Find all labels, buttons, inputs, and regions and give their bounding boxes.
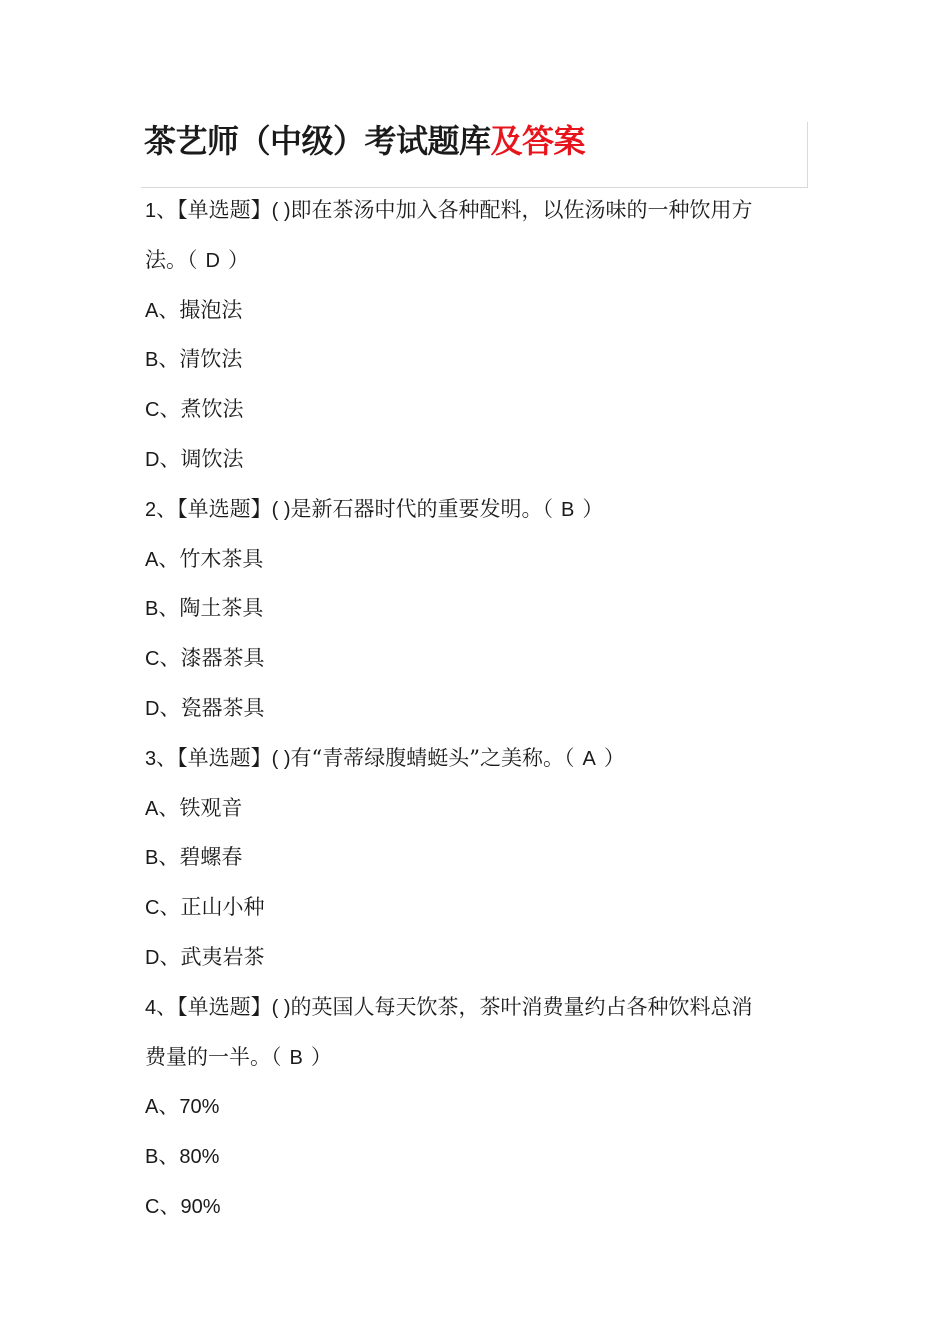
option-text: 70% [179, 1096, 220, 1119]
question-type: 【单选题】 [177, 198, 272, 222]
option-c: C、90% [145, 1193, 221, 1218]
option-a: A、竹木茶具 [145, 546, 264, 571]
question-number: 3 [145, 747, 157, 770]
option-d: D、瓷器茶具 [145, 695, 265, 720]
title-box [141, 122, 808, 188]
question-blank: ( ) [271, 996, 291, 1019]
question-4-stem: 4、【单选题】( )的英国人每天饮茶，茶叶消费量约占各种饮料总消 [145, 994, 753, 1019]
option-text: 90% [180, 1195, 221, 1218]
question-blank: ( ) [271, 747, 291, 770]
option-text: 陶土茶具 [179, 596, 264, 621]
option-letter: C [145, 648, 160, 671]
question-blank: ( ) [271, 200, 291, 222]
option-a: A、70% [145, 1094, 220, 1119]
question-list [145, 186, 810, 1232]
option-letter: A [145, 1096, 159, 1119]
option-letter: D [145, 448, 160, 471]
option-b: B、80% [145, 1144, 220, 1169]
answer-key: B [289, 1046, 303, 1069]
question-type: 【单选题】 [177, 496, 272, 521]
option-text: 撮泡法 [179, 297, 243, 322]
question-3-stem: 3、【单选题】( )有“青蒂绿腹蜻蜓头”之美称。（ A ） [145, 745, 625, 770]
question-1-stem-cont: 法。（ D ） [145, 247, 249, 272]
option-text: 瓷器茶具 [180, 695, 265, 720]
option-text: 碧螺春 [179, 845, 243, 870]
answer-key: B [561, 498, 575, 521]
option-text: 竹木茶具 [179, 546, 264, 571]
option-letter: C [145, 897, 160, 920]
option-text: 清饮法 [179, 347, 243, 372]
question-type: 【单选题】 [177, 745, 272, 770]
option-d: D、调饮法 [145, 446, 244, 471]
option-letter: A [145, 797, 159, 820]
option-text: 调饮法 [180, 446, 244, 471]
option-b: B、碧螺春 [145, 845, 243, 870]
question-2-stem: 2、【单选题】( )是新石器时代的重要发明。（ B ） [145, 496, 604, 521]
question-1-stem: 1、【单选题】( )即在茶汤中加入各种配料，以佐汤味的一种饮用方 [145, 198, 753, 222]
question-number: 2 [145, 498, 157, 521]
option-text: 武夷岩茶 [180, 944, 265, 969]
option-letter: D [145, 697, 160, 720]
option-a: A、铁观音 [145, 795, 243, 820]
question-stem-cont: 费量的一半。 [145, 1044, 271, 1069]
question-stem-cont: 法。 [145, 247, 187, 272]
question-4-stem-cont: 费量的一半。（ B ） [145, 1044, 332, 1069]
question-type: 【单选题】 [177, 994, 272, 1019]
option-b: B、清饮法 [145, 347, 243, 372]
question-stem: 是新石器时代的重要发明。 [290, 496, 543, 521]
option-letter: B [145, 847, 159, 870]
answer-key: A [582, 747, 596, 770]
title-main: 茶艺师（中级）考试题库 [144, 122, 491, 160]
option-text: 正山小种 [180, 895, 265, 920]
option-letter: A [145, 548, 159, 571]
option-letter: B [145, 349, 159, 372]
question-stem: 的英国人每天饮茶，茶叶消费量约占各种饮料总消 [290, 994, 753, 1019]
option-text: 铁观音 [179, 795, 243, 820]
question-blank: ( ) [271, 498, 291, 521]
question-number: 4 [145, 996, 157, 1019]
option-letter: C [145, 399, 160, 422]
option-letter: C [145, 1195, 160, 1218]
option-letter: B [145, 1146, 159, 1169]
option-a: A、撮泡法 [145, 297, 243, 322]
option-text: 煮饮法 [180, 397, 244, 422]
option-b: B、陶土茶具 [145, 596, 264, 621]
option-c: C、正山小种 [145, 895, 265, 920]
document-title [144, 116, 585, 162]
option-letter: D [145, 946, 160, 969]
option-text: 漆器茶具 [180, 646, 265, 671]
title-highlight: 及答案 [490, 122, 586, 160]
question-number: 1 [145, 200, 157, 222]
option-c: C、煮饮法 [145, 397, 244, 422]
answer-key: D [205, 249, 220, 272]
option-letter: A [145, 299, 159, 322]
option-d: D、武夷岩茶 [145, 944, 265, 969]
option-text: 80% [179, 1146, 220, 1169]
question-stem: 有“青蒂绿腹蜻蜓头”之美称。 [290, 745, 564, 770]
option-c: C、漆器茶具 [145, 646, 265, 671]
question-stem: 即在茶汤中加入各种配料，以佐汤味的一种饮用方 [290, 198, 753, 222]
option-letter: B [145, 598, 159, 621]
